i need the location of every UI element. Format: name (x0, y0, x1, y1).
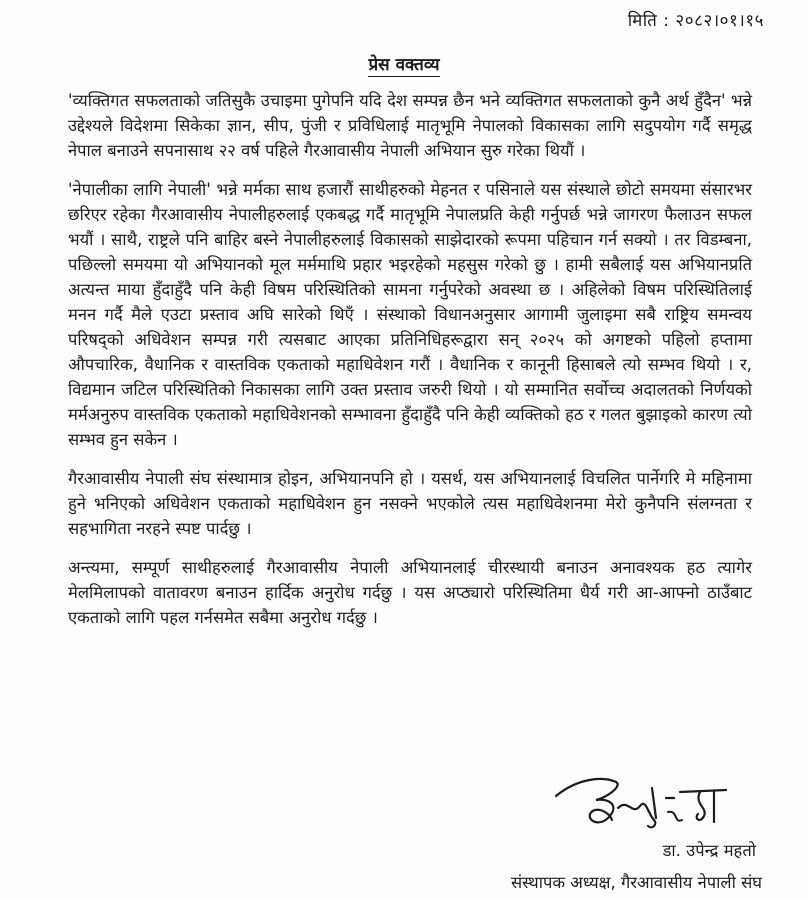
handwritten-signature (548, 768, 748, 838)
paragraph-3: गैरआवासीय नेपाली संघ संस्थामात्र होइन, अभियानपनि हो । यसर्थ, यस अभियानलाई विचलित पार्नेगरि मे महिनामा हुने भनिएको अधिवेशन एकताको महाधिवेशन हुन नसक्ने भएकोले त्यस महाधिवेशनमा मेरो कुनैपनि संलग्नता र सहभागिता नरहने स्पष्ट पार्दछु । (68, 469, 752, 538)
paragraph-4: अन्त्यमा, सम्पूर्ण साथीहरुलाई गैरआवासीय नेपाली अभियानलाई चीरस्थायी बनाउन अनावश्यक हठ त्यागेर मेलमिलापको वातावरण बनाउन हार्दिक अनुरोध गर्दछु । यस अप्ठ्यारो परिस्थितिमा धैर्य गरी आ-आफ्नो ठाउँबाट एकताको लागि पहल गर्नसमेत सबैमा अनुरोध गर्दछु । (68, 558, 752, 627)
document-body (68, 88, 752, 644)
document-title: प्रेस वक्तव्य (368, 55, 440, 75)
paragraph-2: 'नेपालीका लागि नेपाली' भन्ने मर्मका साथ हजारौं साथीहरुको मेहनत र पसिनाले यस संस्थाले छोटो समयमा संसारभर छरिएर रहेका गैरआवासीय नेपालीहरुलाई एकबद्ध गर्दै मातृभूमि नेपालप्रति केही गर्नुपर्छ भन्ने जागरण फैलाउन सफल भयौं । साथै, राष्ट्रले पनि बाहिर बस्ने नेपालीहरुलाई विकासको साझेदारको रूपमा पहिचान गर्न सक्यो । तर विडम्बना, पछिल्लो समयमा यो अभियानको मूल मर्ममाथि प्रहार भइरहेको महसुस गरेको छु । हामी सबैलाई यस अभियानप्रति अत्यन्त माया हुँदाहुँदै पनि केही विषम परिस्थितिको सामना गर्नुपरेको अवस्था छ । अहिलेको विषम परिस्थितिलाई मनन गर्दै मैले एउटा प्रस्ताव अघि सारेको थिएँ । संस्थाको विधानअनुसार आगामी जुलाइमा सबै राष्ट्रिय समन्वय परिषद्को अधिवेशन सम्पन्न गरी त्यसबाट आएका प्रतिनिधिहरूद्वारा सन् २०२५ को अगष्टको पहिलो हप्तामा औपचारिक, वैधानिक र वास्तविक एकताको महाधिवेशन गरौं । वैधानिक र कानूनी हिसाबले त्यो सम्भव थियो । र, विद्यमान जटिल परिस्थितिको निकासका लागि उक्त प्रस्ताव जरुरी थियो । यो सम्मानित सर्वोच्च अदालतको निर्णयको मर्मअनुरुप वास्तविक एकताको महाधिवेशनको सम्भावना हुँदाहुँदै पनि केही व्यक्तिको हठ र गलत बुझाइको कारण त्यो सम्भव हुन सकेन । (68, 180, 752, 449)
signer-designation: संस्थापक अध्यक्ष, गैरआवासीय नेपाली संघ (510, 873, 762, 892)
document-date: मिति : २०८२।०१।१५ (627, 11, 764, 31)
document-title-row (0, 52, 808, 75)
signer-name: डा. उपेन्द्र महतो (662, 841, 756, 860)
paragraph-1: 'व्यक्तिगत सफलताको जतिसुकै उचाइमा पुगेपनि यदि देश सम्पन्न छैन भने व्यक्तिगत सफलताको कुनै अर्थ हुँदैन' भन्ने उद्देश्यले विदेशमा सिकेका ज्ञान, सीप, पुंजी र प्रविधिलाई मातृभूमि नेपालको विकासका लागि सदुपयोग गर्दै समृद्ध नेपाल बनाउने सपनासाथ २२ वर्ष पहिले गैरआवासीय नेपाली अभियान सुरु गरेका थियौं । (68, 91, 752, 160)
